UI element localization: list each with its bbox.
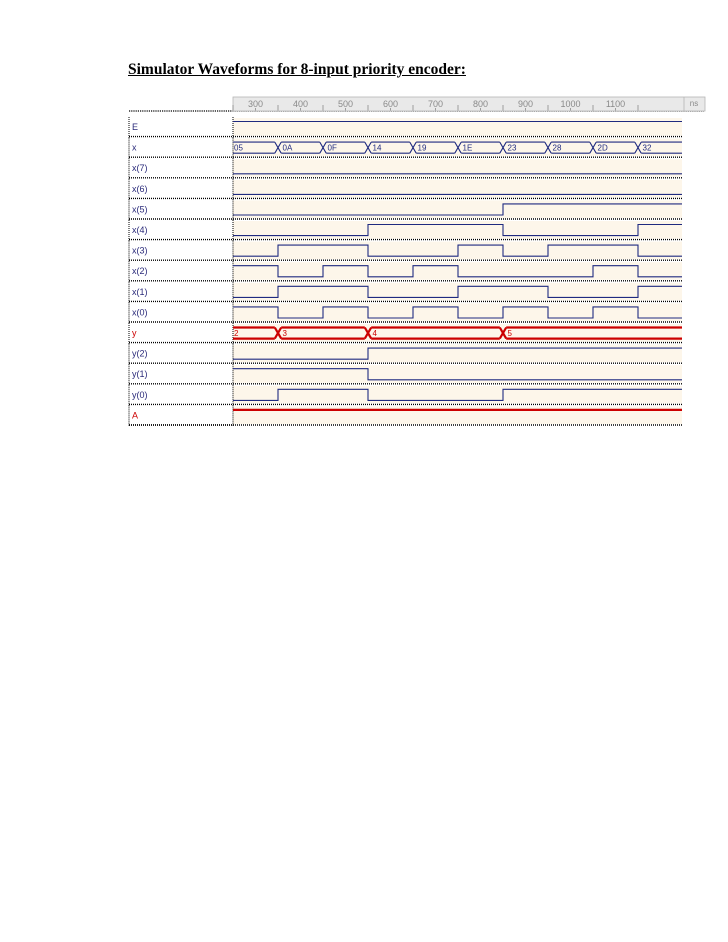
bus-value-label: 05 (234, 143, 243, 153)
bus-value-label: 4 (372, 329, 377, 339)
ruler-tick-label: 900 (517, 99, 534, 109)
signal-name-label: E (132, 122, 139, 132)
ruler-tick-label: 300 (247, 99, 264, 109)
signal-name-label: y(2) (132, 348, 148, 359)
ruler-tick-label: 500 (337, 99, 354, 109)
time-ruler (129, 97, 705, 111)
signal-name-label: x(2) (132, 266, 148, 277)
signal-row-background (233, 118, 682, 136)
ruler-unit: ns (689, 99, 699, 108)
bus-value-label: 28 (552, 143, 562, 153)
bus-value-label: 1E (462, 143, 473, 153)
bus-value-label: 19 (417, 143, 427, 153)
signal-name-label: x(1) (132, 286, 148, 297)
signal-name-label: x(6) (132, 183, 148, 194)
bus-value-label: 23 (507, 143, 517, 153)
bus-value-label: 2 (234, 329, 239, 339)
signal-name-label: x(0) (132, 307, 148, 318)
ruler-tick-label: 700 (427, 99, 444, 109)
signal-name-label: y(0) (132, 389, 148, 400)
bus-value-label: 2D (597, 143, 608, 153)
bus-value-label: 3 (282, 329, 287, 339)
ruler-tick-label: 400 (292, 99, 309, 109)
bus-value-label: 5 (507, 329, 512, 339)
signal-labels (132, 122, 148, 420)
signal-name-label: x(5) (132, 204, 148, 215)
ruler-tick-label: 1000 (560, 99, 581, 109)
signal-name-label: A (132, 410, 139, 421)
signal-name-label: x (132, 142, 137, 153)
signal-name-label: y (132, 328, 137, 338)
ruler-tick-label: 600 (382, 99, 399, 109)
bus-value-label: 0F (327, 143, 337, 153)
ruler-tick-label: 800 (472, 99, 489, 109)
bus-value-label: 32 (642, 143, 652, 153)
bus-value-label: 0A (282, 143, 293, 153)
signal-name-label: x(7) (132, 163, 148, 174)
ruler-tick-label: 1100 (605, 99, 626, 109)
signal-name-label: x(3) (132, 245, 148, 256)
bus-value-label: 14 (372, 143, 382, 153)
signal-name-label: y(1) (132, 369, 148, 380)
document-title: Simulator Waveforms for 8-input priority encoder: (128, 61, 466, 78)
signal-name-label: x(4) (132, 225, 148, 235)
